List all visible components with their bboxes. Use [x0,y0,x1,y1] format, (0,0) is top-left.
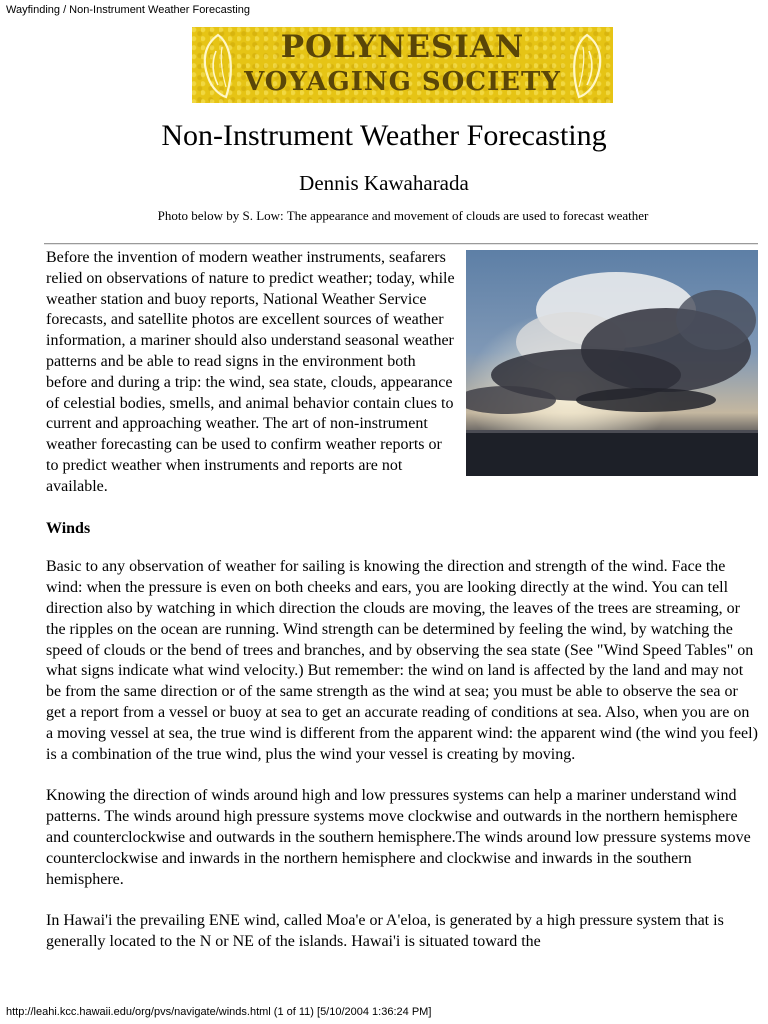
page-breadcrumb: Wayfinding / Non-Instrument Weather Forecasting [6,4,250,16]
winds-paragraph-2: Knowing the direction of winds around high and low pressures systems can help a mariner understand wind patterns. The winds around high pressure systems move clockwise and outwards in the northern hemisphere and counterclockwise and outwards in the southern hemisphere.The winds around low pressure systems move counterclockwise and inwards in the northern hemisphere and clockwise and inwards in the southern hemisphere. [46,787,751,888]
cloudy-sky-photo [466,250,758,476]
winds-paragraph-1: Basic to any observation of weather for sailing is knowing the direction and strength of the wind. Face the wind: when the pressure is even on both cheeks and ears, you are looking directly at the wind. You can tell direction also by watching in which direction the clouds are moving, the leaves of the trees are streaming, or the ripples on the ocean are running. Wind strength can be determined by feeling the wind, by watching the speed of clouds or the bend of trees and branches, and by observing the sea state (See "Wind Speed Tables" on what signs indicate what wind velocity.) But remember: the wind on land is affected by the land and may not be from the same direction or of the same strength as the wind at sea; you must be able to observe the sea or get a report from a vessel or buoy at sea to get an accurate reading of conditions at sea. Also, when you are on a moving vessel at sea, the true wind is different from the apparent wind: the apparent wind (the wind you feel) is a combination of the true wind, plus the wind your vessel is creating by moving. [46,558,758,763]
banner-title-line2: VOYAGING SOCIETY [244,67,561,97]
photo-caption: Photo below by S. Low: The appearance and movement of clouds are used to forecast weather [157,208,649,223]
section-heading-winds: Winds [46,519,91,537]
article-author: Dennis Kawaharada [299,171,469,195]
polynesian-voyaging-society-banner[interactable] [192,27,613,103]
horizontal-divider [44,243,758,245]
intro-paragraph: Before the invention of modern weather instruments, seafarers relied on observations of nature to predict weather; today, while weather station and buoy reports, National Weather Service forecasts, and satellite photos are excellent sources of weather information, a mariner should also understand seasonal weather patterns and be able to read signs in the environment both before and during a trip: the wind, sea state, clouds, appearance of celestial bodies, smells, and animal behavior contain clues to current and approaching weather. The art of non-instrument weather forecasting can be used to confirm weather reports or to predict weather when instruments and reports are not available. [46,249,455,495]
winds-paragraph-3: In Hawai'i the prevailing ENE wind, called Moa'e or A'eloa, is generated by a high pressure system that is generally located to the N or NE of the islands. Hawai'i is situated toward the [46,912,724,951]
page-title: Non-Instrument Weather Forecasting [161,119,607,152]
article-body [46,248,758,974]
page-footer-url: http://leahi.kcc.hawaii.edu/org/pvs/navigate/winds.html (1 of 11) [5/10/2004 1:36:24 PM] [6,1006,432,1018]
banner-title-line1: POLYNESIAN [280,29,525,65]
